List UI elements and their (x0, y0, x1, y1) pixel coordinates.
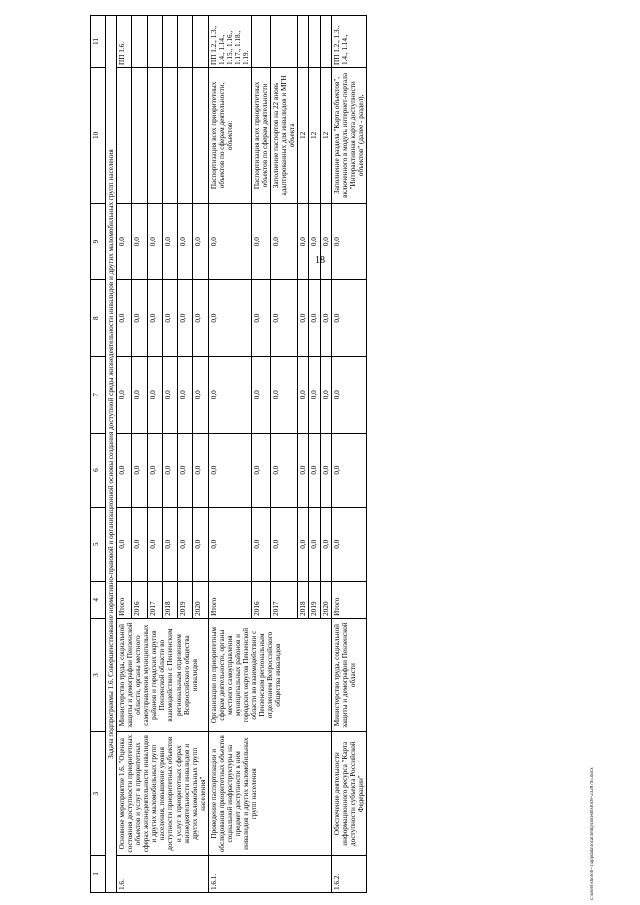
value-col9: 0,0 (147, 203, 162, 280)
value-col8: 0,0 (320, 280, 331, 357)
value-col9: 0,0 (271, 203, 298, 280)
indicator-text (132, 67, 147, 203)
value-col9: 0,0 (252, 203, 271, 280)
year-cell: 2018 (298, 581, 309, 618)
value-col5: 0,0 (320, 507, 331, 581)
indicator-text (117, 67, 132, 203)
value-col7: 0,0 (178, 356, 193, 433)
value-col6: 0,0 (331, 433, 366, 507)
value-col6: 0,0 (271, 433, 298, 507)
year-cell: Итого (117, 581, 132, 618)
link-code (271, 16, 298, 68)
year-cell: 2019 (309, 581, 320, 618)
indicator-text (147, 67, 162, 203)
value-col8: 0,0 (193, 280, 208, 357)
value-col8: 0,0 (132, 280, 147, 357)
value-col7: 0,0 (271, 356, 298, 433)
value-col7: 0,0 (193, 356, 208, 433)
year-cell: 2018 (162, 581, 177, 618)
value-col7: 0,0 (208, 356, 251, 433)
link-code (320, 16, 331, 68)
value-col5: 0,0 (147, 507, 162, 581)
year-cell: 2016 (132, 581, 147, 618)
value-col5: 0,0 (252, 507, 271, 581)
value-col7: 0,0 (117, 356, 132, 433)
footer-path: c:\users\shorob~1\appdata\local\temp\notes6930c8~2328795.docx (590, 767, 595, 900)
value-col6: 0,0 (309, 433, 320, 507)
value-col7: 0,0 (162, 356, 177, 433)
year-cell: 2020 (320, 581, 331, 618)
value-col9: 0,0 (208, 203, 251, 280)
row-number: 1.6.2. (331, 855, 366, 892)
col-header-7: 7 (91, 356, 106, 433)
value-col7: 0,0 (147, 356, 162, 433)
col-header-4: 4 (91, 581, 106, 618)
col-header-11: 11 (91, 16, 106, 68)
col-header-6: 6 (91, 433, 106, 507)
indicator-text: 12 (309, 67, 320, 203)
col-header-5: 5 (91, 507, 106, 581)
link-code (147, 16, 162, 68)
value-col5: 0,0 (117, 507, 132, 581)
indicator-text: Заполнение раздела "Карта объектов", включенного в модуль интернет-портала "Интерактивная карта доступности объектов" (далее - раздел), (331, 67, 366, 203)
value-col8: 0,0 (147, 280, 162, 357)
indicator-text: Заполнение паспортов на 22 вновь адаптированных для инвалидов и МГН объекта (271, 67, 298, 203)
table-row (117, 16, 132, 893)
link-code: ПП 1.2., 1.3., 1.4., 1.14., (331, 16, 366, 68)
value-col5: 0,0 (309, 507, 320, 581)
link-code (298, 16, 309, 68)
value-col7: 0,0 (309, 356, 320, 433)
link-code: ПП 1.6. (117, 16, 132, 68)
link-code (162, 16, 177, 68)
value-col9: 0,0 (298, 203, 309, 280)
indicator-text: Паспортизация всех приоритетных объектов по сферам деятельности, объектов: (208, 67, 251, 203)
value-col8: 0,0 (117, 280, 132, 357)
col-header-1: 1 (91, 855, 106, 892)
col-header-2: 3 (91, 732, 106, 856)
value-col9: 0,0 (309, 203, 320, 280)
event-name: Основное мероприятие 1.6. "Оценка состояния доступности приоритетных объектов и услуг в приоритетных сферах жизнедеятельности инвалидов и других маломобильных групп населения, повышение уровня доступности приоритетных объектов и услуг в приоритетных сферах жизнедеятельности инвалидов и других маломобильных групп населения" (117, 732, 209, 856)
value-col5: 0,0 (331, 507, 366, 581)
value-col9: 0,0 (320, 203, 331, 280)
table-row (208, 16, 251, 893)
value-col8: 0,0 (208, 280, 251, 357)
value-col7: 0,0 (252, 356, 271, 433)
value-col8: 0,0 (162, 280, 177, 357)
value-col5: 0,0 (178, 507, 193, 581)
row-number: 1.6.1. (208, 855, 331, 892)
value-col6: 0,0 (252, 433, 271, 507)
value-col6: 0,0 (162, 433, 177, 507)
value-col8: 0,0 (178, 280, 193, 357)
value-col9: 0,0 (331, 203, 366, 280)
page-number: 18 (315, 255, 325, 266)
year-cell: 2017 (271, 581, 298, 618)
value-col8: 0,0 (252, 280, 271, 357)
year-cell: 2016 (252, 581, 271, 618)
year-cell: 2017 (147, 581, 162, 618)
header-row (91, 16, 106, 893)
col-header-3: 3 (91, 618, 106, 732)
year-cell: 2019 (178, 581, 193, 618)
col-header-8: 8 (91, 280, 106, 357)
event-name: Проведение паспортизации и обследования приоритетных объектов социальной инфраструктуры на предмет доступности к ним инвалидов и других маломобильных групп населения (208, 732, 331, 856)
executor: Министерство труда, социальной защиты и демографии Пензенской области, органы местного самоуправления муниципальных районов и городских округов Пензенской области во взаимодействии с Пензенским региональным отделением Всероссийского общества инвалидов (117, 618, 209, 732)
executor: Организации по приоритетным сферам деятельности, органы местного самоуправления муниципальных районов и городских округов Пензенской области во взаимодействии с Пензенским региональным отделением Всероссийского общества инвалидов (208, 618, 331, 732)
value-col7: 0,0 (132, 356, 147, 433)
year-cell: Итого (331, 581, 366, 618)
value-col6: 0,0 (132, 433, 147, 507)
value-col6: 0,0 (208, 433, 251, 507)
indicator-text: Паспортизация всех приоритетных объектов по сферам деятельности (252, 67, 271, 203)
value-col8: 0,0 (298, 280, 309, 357)
table-row (331, 16, 366, 893)
link-code (309, 16, 320, 68)
row-number: 1.6. (117, 855, 209, 892)
task-row (106, 16, 117, 893)
value-col5: 0,0 (162, 507, 177, 581)
value-col9: 0,0 (178, 203, 193, 280)
link-code (178, 16, 193, 68)
value-col9: 0,0 (132, 203, 147, 280)
link-code: ПП 1.2., 1.3., 1.4., 1.14., 1.15., 1.16., 1.17., 1.18., 1.19. (208, 16, 251, 68)
value-col8: 0,0 (271, 280, 298, 357)
indicator-text (178, 67, 193, 203)
value-col7: 0,0 (331, 356, 366, 433)
value-col7: 0,0 (298, 356, 309, 433)
value-col5: 0,0 (208, 507, 251, 581)
year-cell: Итого (208, 581, 251, 618)
indicator-text (193, 67, 208, 203)
value-col8: 0,0 (331, 280, 366, 357)
value-col8: 0,0 (309, 280, 320, 357)
task-title: Задача подпрограммы 1.6. Совершенствование нормативно-правовой и организационной основы создания доступной среды жизнедеятельности инвалидов и других маломобильных групп населения (106, 16, 117, 893)
value-col6: 0,0 (178, 433, 193, 507)
value-col9: 0,0 (162, 203, 177, 280)
value-col5: 0,0 (271, 507, 298, 581)
value-col6: 0,0 (193, 433, 208, 507)
value-col7: 0,0 (320, 356, 331, 433)
value-col9: 0,0 (117, 203, 132, 280)
link-code (132, 16, 147, 68)
col-header-10: 10 (91, 67, 106, 203)
value-col5: 0,0 (298, 507, 309, 581)
executor: Министерство труда, социальной защиты и демографии Пензенской области (331, 618, 366, 732)
rotated-table-area (90, 15, 638, 893)
value-col6: 0,0 (320, 433, 331, 507)
program-table (90, 15, 367, 893)
indicator-text: 12 (298, 67, 309, 203)
value-col5: 0,0 (132, 507, 147, 581)
year-cell: 2020 (193, 581, 208, 618)
value-col6: 0,0 (147, 433, 162, 507)
value-col6: 0,0 (117, 433, 132, 507)
indicator-text (162, 67, 177, 203)
col-header-9: 9 (91, 203, 106, 280)
value-col9: 0,0 (193, 203, 208, 280)
link-code (193, 16, 208, 68)
value-col5: 0,0 (193, 507, 208, 581)
indicator-text: 12 (320, 67, 331, 203)
event-name: Обеспечение деятельности информационного ресурса "Карта доступности субъекта Российской Федерации" (331, 732, 366, 856)
link-code (252, 16, 271, 68)
value-col6: 0,0 (298, 433, 309, 507)
